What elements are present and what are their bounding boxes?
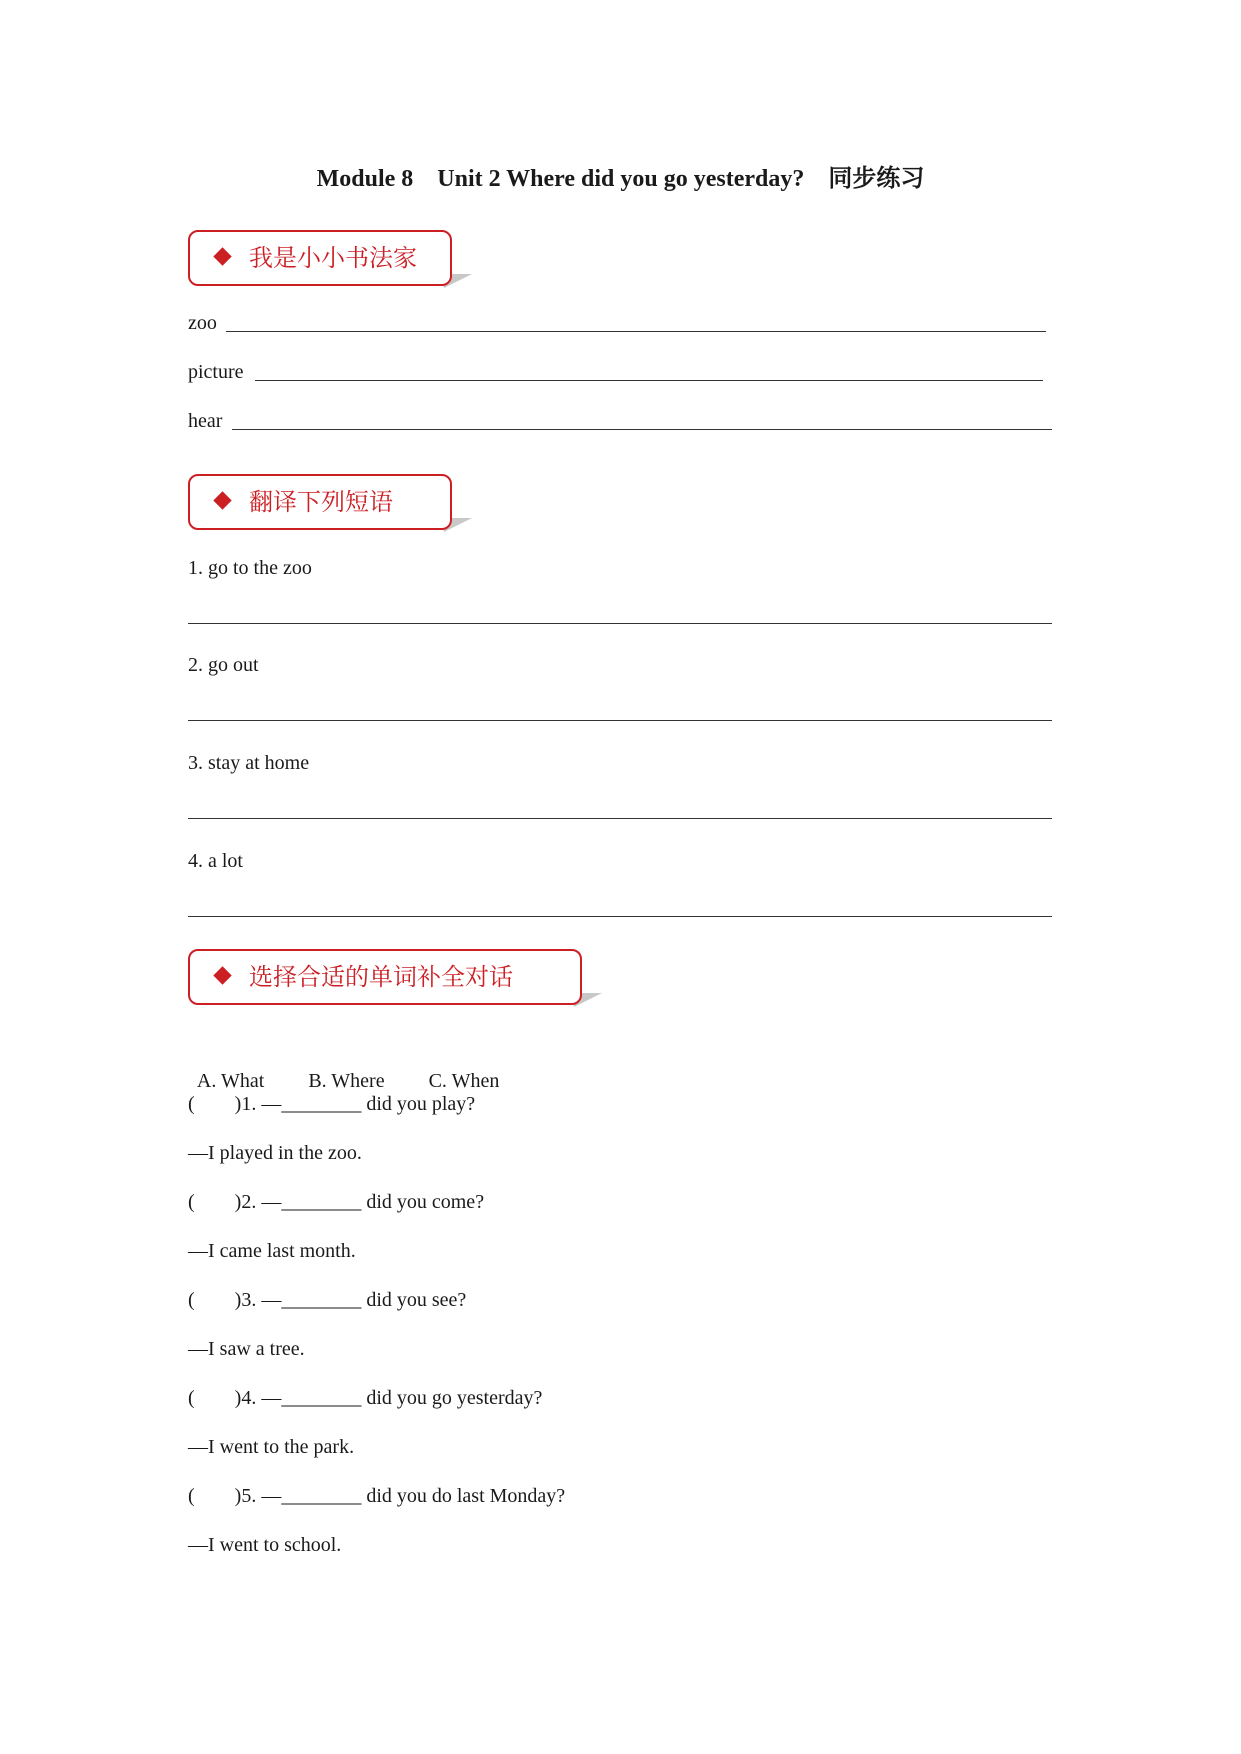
answer-2: —I came last month. — [188, 1240, 356, 1262]
section-2-heading-box — [188, 474, 452, 530]
answer-line-2[interactable] — [188, 720, 1052, 721]
choice-options — [188, 1042, 543, 1094]
section-3-heading — [212, 961, 513, 993]
phrase-1: 1. go to the zoo — [188, 557, 312, 579]
diamond-icon — [213, 247, 231, 265]
writing-line-picture[interactable] — [255, 380, 1043, 381]
word-zoo: zoo — [188, 312, 217, 334]
writing-line-hear[interactable] — [232, 429, 1052, 430]
answer-4: —I went to the park. — [188, 1436, 355, 1458]
answer-line-4[interactable] — [188, 916, 1052, 917]
option-c: C. When — [428, 1070, 500, 1092]
question-2[interactable]: ( )2. —________ did you come? — [188, 1191, 485, 1213]
word-picture: picture — [188, 361, 244, 383]
section-2-heading-text: 翻译下列短语 — [249, 488, 393, 516]
diamond-icon — [213, 966, 231, 984]
diamond-icon — [213, 491, 231, 509]
writing-line-zoo[interactable] — [226, 331, 1046, 332]
answer-5: —I went to school. — [188, 1534, 342, 1556]
question-5[interactable]: ( )5. —________ did you do last Monday? — [188, 1485, 566, 1507]
option-b: B. Where — [308, 1070, 385, 1092]
question-4[interactable]: ( )4. —________ did you go yesterday? — [188, 1387, 543, 1409]
word-hear: hear — [188, 410, 223, 432]
section-1-heading-text: 我是小小书法家 — [249, 244, 417, 272]
section-1-heading — [212, 242, 417, 274]
page-title: Module 8 Unit 2 Where did you go yesterday? 同步练习 — [316, 166, 925, 192]
phrase-2: 2. go out — [188, 654, 259, 676]
section-3-heading-text: 选择合适的单词补全对话 — [249, 963, 513, 991]
answer-line-3[interactable] — [188, 818, 1052, 819]
section-2-heading — [212, 486, 393, 518]
section-3-heading-box — [188, 949, 582, 1005]
question-3[interactable]: ( )3. —________ did you see? — [188, 1289, 467, 1311]
phrase-4: 4. a lot — [188, 850, 243, 872]
answer-3: —I saw a tree. — [188, 1338, 305, 1360]
section-1-heading-box — [188, 230, 452, 286]
question-1[interactable]: ( )1. —________ did you play? — [188, 1093, 476, 1115]
phrase-3: 3. stay at home — [188, 752, 310, 774]
answer-1: —I played in the zoo. — [188, 1142, 362, 1164]
option-a: A. What — [196, 1070, 265, 1092]
answer-line-1[interactable] — [188, 623, 1052, 624]
